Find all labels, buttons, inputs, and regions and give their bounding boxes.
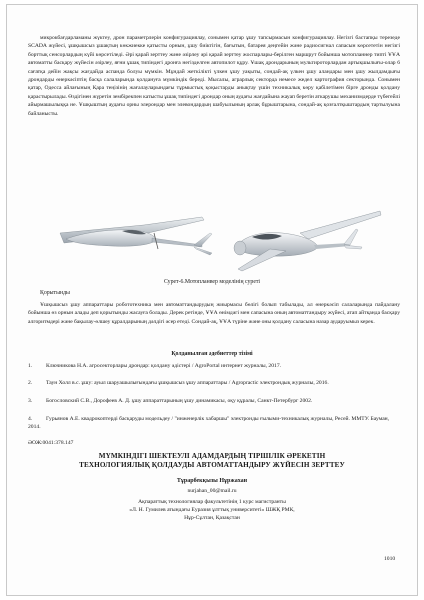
reference-number: 2. xyxy=(28,380,33,386)
motor-glider-front-image xyxy=(230,203,382,275)
conclusion-heading: Қорытынды xyxy=(40,290,70,296)
article-title-line: МҮМКІНДІГІ ШЕКТЕУЛІ АДАМДАРДЫҢ ТІРШІЛІК ӘРЕКЕТІН xyxy=(98,452,326,460)
affiliation-line: «Л. Н. Гумилев атындағы Еуразия ұлттық университеті» ШЖҚ РМК, xyxy=(129,507,295,514)
author-name: Тұрарбекқызы Нұржахан xyxy=(176,478,248,484)
reference-text: Таун Холл в.с. ұшу: ауыл шаруашылығындағы ұшқышсыз ұшу аппараттары / Agropractic электрондық журналы, 2016. xyxy=(46,380,329,386)
affiliation-line: Нұр-Сұлтан, Қазақстан xyxy=(184,515,240,522)
affiliation-line: Ақпараттық технологиялар факультетінің 1 курс магистранты xyxy=(138,499,286,505)
body-paragraph: микрокбағдарламаны жүктеу, дрон параметрлерін конфигурациялау, сонымен қатар ұшу тапсырмасын конфигурациялау. Негізгі бастапқы терезеде SCADA жүйесі, ұшқышсыз ұшақтың көкжиекке қатысты орнын, ұшу биіктігін, бағытын, батарея деңгейін және радиосигнал сапасын көрсететін негізгі борттық сенсорлардың күйі көрсетіледі. Әрі қарай зерттеу және әзірлеу әрі қарай зерттеу жоспарлары-берілген маршрут бойынша мотопланнер типті ҰҰА автоматты басқару жүйесін әзірлеу, яғни ұшақ типіндегі дронға негізделген автопилот құру. Ұшақ дрондарының мультироторлардан артықшылығы-олар 6 сағатқа дейін жақсы жағдайда аспанда болуы мүмкін. Мұндай жеткілікті үлкен ұшу уақыты, сондай-ақ үлкен ұшу аландары мен ұшу жылдамдығы дрондарды өнеркәсіптің басқа салаларында қолдануға мүмкіндік береді. Мысалы, аграрлық секторда немесе жедел картография секторында. Сонымен қатар, Одесса айлағының Қара теңізінің жағалауларындағы тұрмыстық қоқыстарды анықтау үшін техникалық көру қабілетімен бірге дронды қолдану қарастырылады. Өздігінен жүретін зембірекпен катысты ұшақ типіндегі дрондар оның аудағы жағдайына жауап беретін аткарушы механизмдерде түбегейлі айырмашылыққа не. Ұшқыштың аудағы орны элерондар мен элевондардың шабуылының арлақ бұрыштарына, сондай-ақ қозғалтқыштардың тартылуына байланысты. xyxy=(28,35,400,117)
author-affiliation xyxy=(0,498,424,523)
reference-item xyxy=(28,415,400,432)
reference-item xyxy=(28,362,400,370)
references-heading: Қолданылған әдебиеттер тізімі xyxy=(171,351,253,357)
author-email[interactable]: nurjahan_00@mail.ru xyxy=(187,488,237,494)
figure-caption: Сурет-6.Мотопланвер моделінің суреті xyxy=(163,279,261,285)
reference-item xyxy=(28,379,400,387)
figure xyxy=(52,203,382,275)
reference-text: Ключникова Н.А. агросекторлары дрондар: қолдану әдістері / AgroPortal интернет журналы, 2017. xyxy=(46,363,282,369)
udc-code: ӘОЖ:0041:378.147 xyxy=(28,440,74,446)
article-title-line: ТЕХНОЛОГИЯЛЫҚ ҚОЛДАУДЫ АВТОМАТТАНДЫРУ ЖҮЙЕСІН ЗЕРТТЕУ xyxy=(79,461,345,469)
reference-number: 4. xyxy=(28,416,33,422)
reference-number: 3. xyxy=(28,398,33,404)
conclusion-paragraph: Ұшқышсыз ұшу аппараттары робототехника мен автоматтандырудың жиырмасы бөлігі болып табылады, ал өнеркәсіп салаларында пайдалану бойынша өз орнын алады деп қорытынды жасауға болады. Дерек ретінде, ҰҰА өнімдәгі мен сапасына оның автоматтандыру жүйесі, атап айтқанда басқару алгоритмдері және бақылау-өлшеу құралдарының дәлдігі әсер етеді. Сондай-ақ, ҰҰА түріне және оны қолдану саласына назар аударуымыз керек. xyxy=(28,302,400,325)
reference-number: 1. xyxy=(28,363,33,369)
reference-text: Богословский С.В., Дорофеев А. Д. ұшу аппараттарының ұшу динамикасы, оқу құралы, Санкт-Петербург 2002. xyxy=(46,398,313,404)
article-title xyxy=(0,452,424,470)
motor-glider-side-image xyxy=(52,203,217,275)
reference-text: Гурьянов А.Е. квадрокоптерді басқаруды модельдеу / "инженерлік хабаршы" электронды ғылыми-техникалық журналы, Ресей. ММТУ. Бауман, 2014. xyxy=(28,416,390,431)
page-number: 1010 xyxy=(384,556,396,562)
reference-item xyxy=(28,397,400,405)
